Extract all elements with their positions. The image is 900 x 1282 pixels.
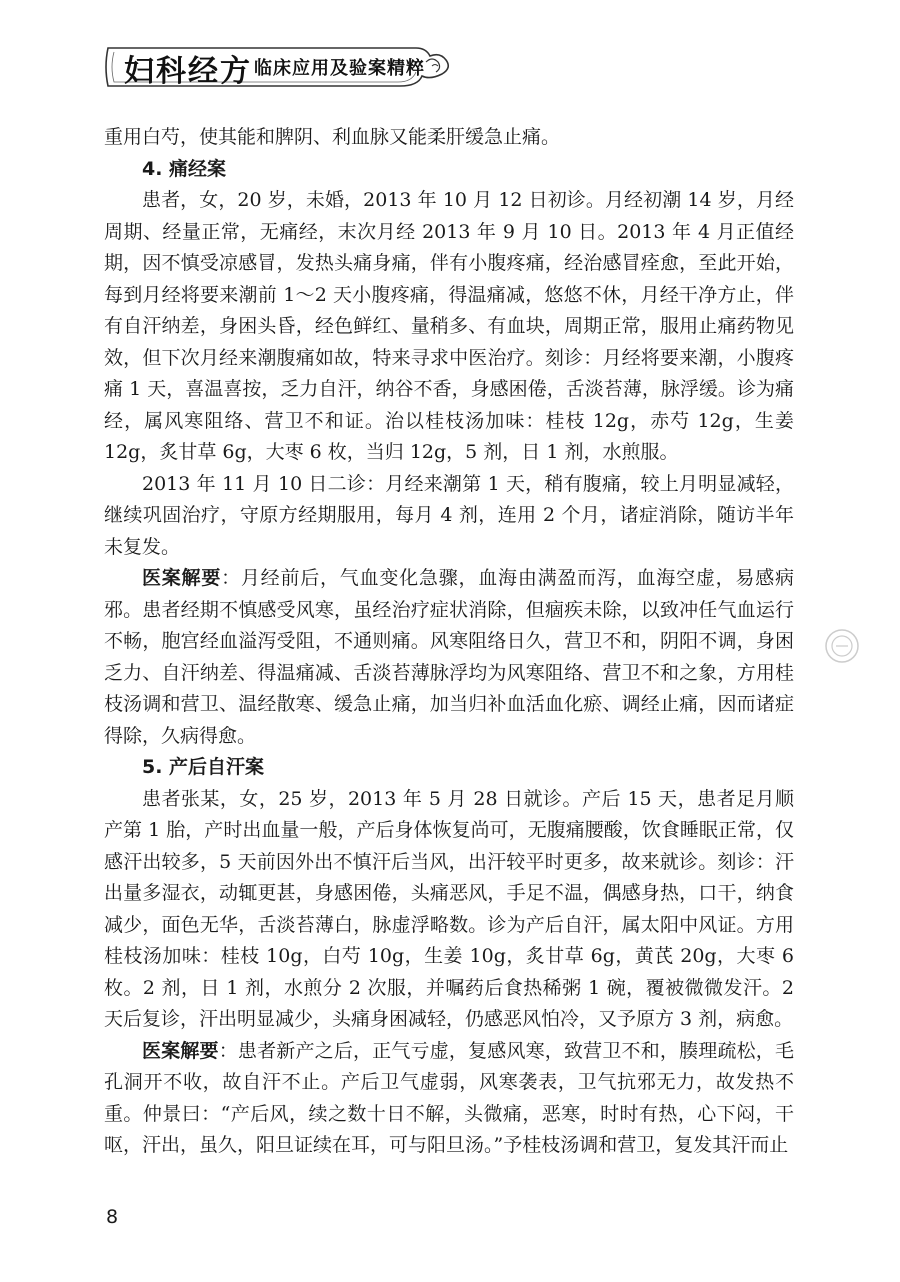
section-heading-postpartum-sweating: 5. 产后自汗案	[142, 756, 265, 778]
section-heading-dysmenorrhea: 4. 痛经案	[142, 157, 227, 180]
paragraph: 2013 年 11 月 10 日二诊：月经来潮第 1 天，稍有腹痛，较上月明显减轻，继续巩固治疗，守原方经期服用，每月 4 剂，连用 2 个月，诸症消除，随访半年未复发。	[104, 472, 794, 558]
paragraph: 患者，女，20 岁，未婚，2013 年 10 月 12 日初诊。月经初潮 14 岁，月经周期、经量正常，无痛经，末次月经 2013 年 9 月 10 日。2013 年 4 月正值经期，因不慎受凉感冒，发热头痛身痛，伴有小腹疼痛，经治感冒痊愈，至此开始，每到月经将要来潮前 1～2 天小腹疼痛，得温痛减，悠悠不休，月经干净方止，伴有自汗纳差，身困头昏，经色鲜红、量稍多、有血块，周期正常，服用止痛药物见效，但下次月经来潮腹痛如故，特来寻求中医治疗。刻诊：月经将要来潮，小腹疼痛 1 天，喜温喜按，乏力自汗，纳谷不香，身感困倦，舌淡苔薄，脉浮缓。诊为痛经，属风寒阻络、营卫不和证。治以桂枝汤加味：桂枝 12g，赤芍 12g，生姜 12g，炙甘草 6g，大枣 6 枚，当归 12g，5 剂，日 1 剂，水煎服。	[104, 189, 794, 463]
paragraph: 重用白芍，使其能和脾阴、利血脉又能柔肝缓急止痛。	[104, 126, 561, 148]
case-analysis-paragraph	[104, 1036, 794, 1162]
header-book-subtitle: 临床应用及验案精粹	[254, 58, 425, 79]
body-text	[104, 122, 794, 1162]
header-book-title: 妇科经方	[124, 54, 252, 89]
publisher-watermark-icon	[823, 627, 861, 665]
case-analysis-text: ：月经前后，气血变化急骤，血海由满盈而泻，血海空虚，易感病邪。患者经期不慎感受风寒，虽经治疗症状消除，但痼疾未除，以致冲任气血运行不畅，胞宫经血溢泻受阻，不通则痛。风寒阻络日久，营卫不和，阴阳不调，身困乏力、自汗纳差、得温痛减、舌淡苔薄脉浮均为风寒阻络、营卫不和之象，方用桂枝汤调和营卫、温经散寒、缓急止痛，加当归补血活血化瘀、调经止痛，因而诸症得除，久病得愈。	[104, 567, 794, 747]
running-header	[100, 38, 460, 96]
case-analysis-label: 医案解要	[142, 1039, 219, 1062]
page-number: 8	[106, 1206, 119, 1228]
paragraph: 患者张某，女，25 岁，2013 年 5 月 28 日就诊。产后 15 天，患者足月顺产第 1 胎，产时出血量一般，产后身体恢复尚可，无腹痛腰酸，饮食睡眠正常，仅感汗出较多，5 天前因外出不慎汗后当风，出汗较平时更多，故来就诊。刻诊：汗出量多湿衣，动辄更甚，身感困倦，头痛恶风，手足不温，偶感身热，口干，纳食减少，面色无华，舌淡苔薄白，脉虚浮略数。诊为产后自汗，属太阳中风证。方用桂枝汤加味：桂枝 10g，白芍 10g，生姜 10g，炙甘草 6g，黄芪 20g，大枣 6 枚。2 剂，日 1 剂，水煎分 2 次服，并嘱药后食热稀粥 1 碗，覆被微微发汗。2 天后复诊，汗出明显减少，头痛身困减轻，仍感恶风怕冷，又予原方 3 剂，病愈。	[104, 787, 794, 1030]
case-analysis-text: ：患者新产之后，正气亏虚，复感风寒，致营卫不和，腠理疏松，毛孔洞开不收，故自汗不止。产后卫气虚弱，风寒袭表，卫气抗邪无力，故发热不重。仲景曰：“产后风，续之数十日不解，头微痛，恶寒，时时有热，心下闷，干呕，汗出，虽久，阳旦证续在耳，可与阳旦汤。”予桂枝汤调和营卫，复发其汗而止	[104, 1039, 794, 1156]
case-analysis-label: 医案解要	[142, 567, 222, 589]
case-analysis-paragraph	[104, 563, 794, 752]
